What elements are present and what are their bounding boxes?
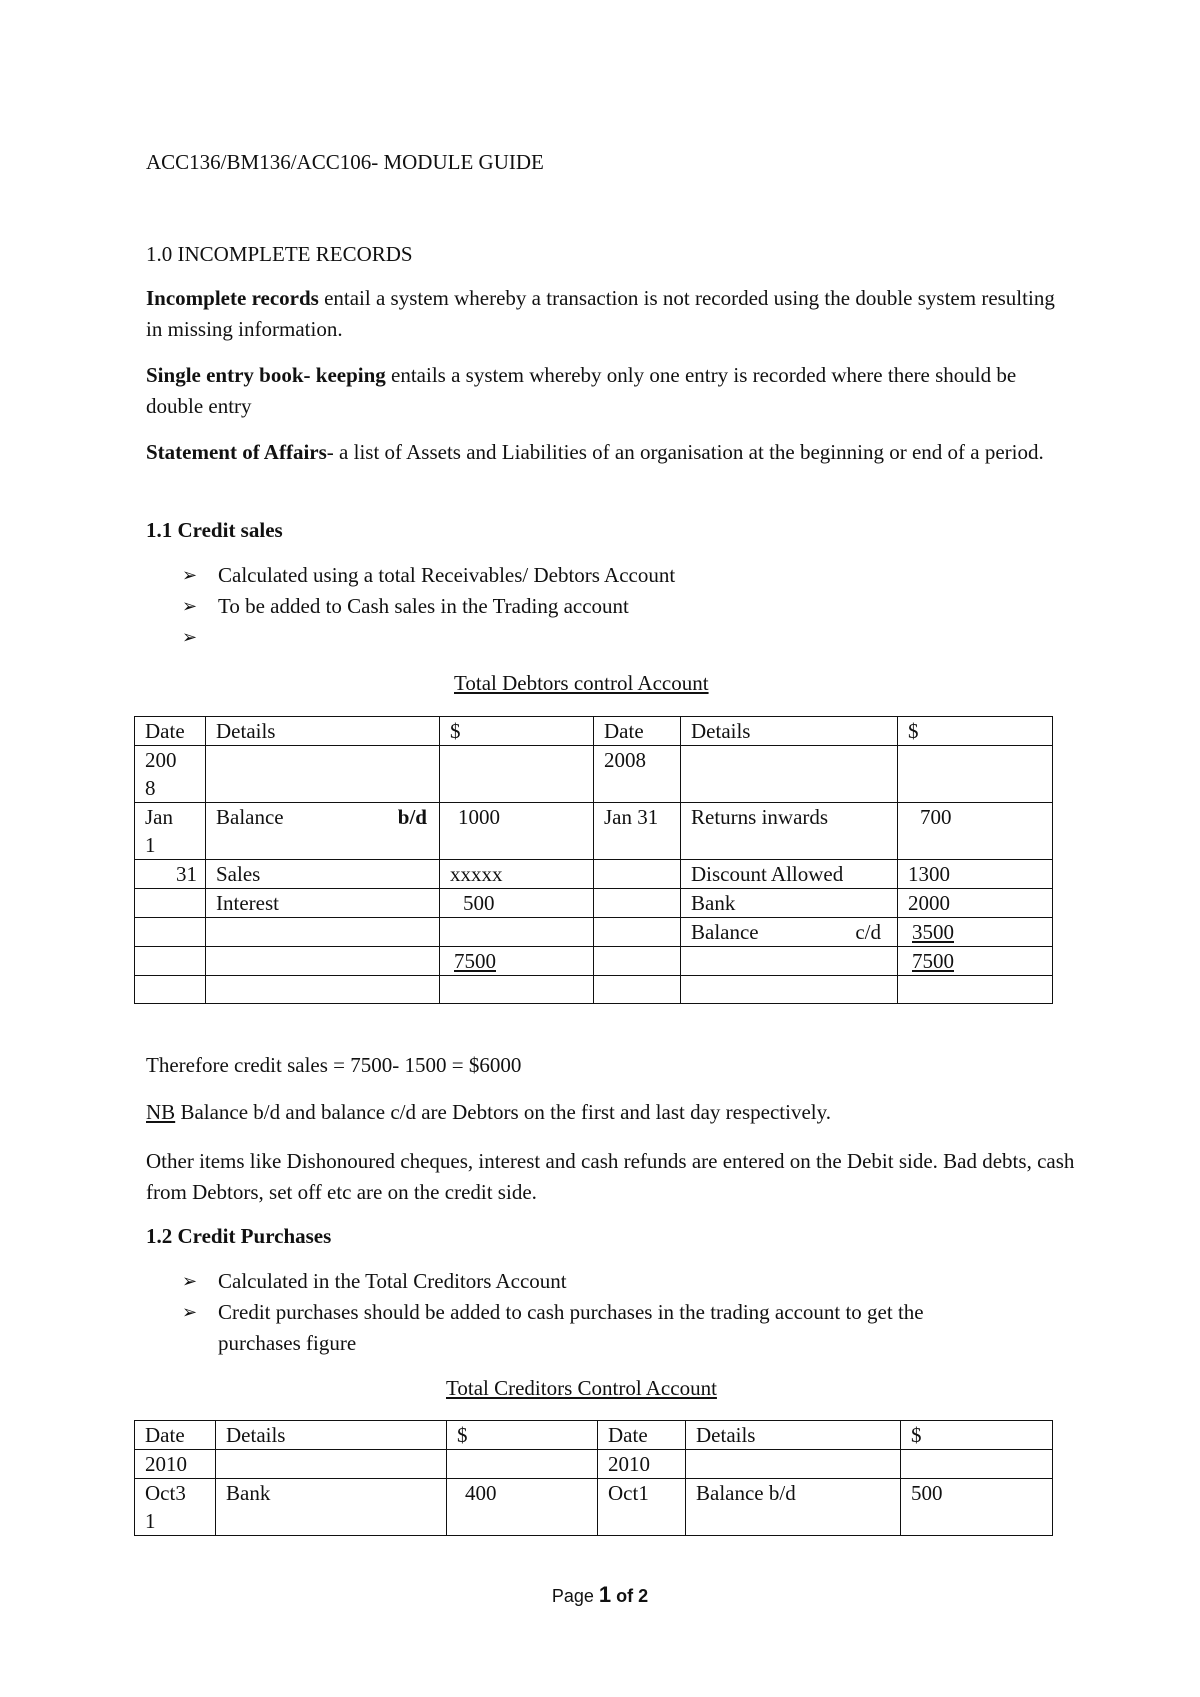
table-cell	[216, 1450, 447, 1479]
table-cell: 2010	[135, 1450, 216, 1479]
table-cell: Oct3 1	[135, 1479, 216, 1536]
definition-single-entry	[146, 360, 1076, 422]
table-cell	[206, 803, 440, 860]
table-cell	[206, 976, 440, 1004]
header-cell: Details	[216, 1421, 447, 1450]
page-number: 1	[598, 1582, 612, 1607]
table-row	[135, 746, 1053, 803]
table-cell	[206, 947, 440, 976]
cd-label: c/d	[855, 920, 881, 944]
table-cell: Bank	[681, 889, 898, 918]
table-cell	[594, 947, 681, 976]
other-items-paragraph: Other items like Dishonoured cheques, interest and cash refunds are entered on the Debit side. Bad debts, cash from Debtors, set off etc are on the credit side.	[146, 1149, 1075, 1204]
definition-text: entail a system whereby a transaction is not recorded using the double system resulting in missing information.	[146, 286, 1055, 341]
table-cell	[686, 1450, 901, 1479]
definition-incomplete-records	[146, 283, 1076, 345]
table-row	[135, 889, 1053, 918]
table-cell: 500	[440, 889, 594, 918]
table-cell: Discount Allowed	[681, 860, 898, 889]
table-cell	[898, 976, 1053, 1004]
table-header-row	[135, 1421, 1053, 1450]
page-word: Page	[551, 1586, 594, 1606]
table-cell	[206, 918, 440, 947]
table-cell	[594, 889, 681, 918]
table-cell	[594, 860, 681, 889]
definition-text: - a list of Assets and Liabilities of an organisation at the beginning or end of a period.	[326, 440, 1044, 464]
table-cell: 3500	[898, 918, 1053, 947]
table-cell: 2008	[594, 746, 681, 803]
table-cell: Sales	[206, 860, 440, 889]
debtors-control-table	[134, 716, 1053, 1004]
of-word: of	[616, 1586, 634, 1606]
table-cell: Bank	[216, 1479, 447, 1536]
table-cell: Interest	[206, 889, 440, 918]
table-header-row	[135, 717, 1053, 746]
table-cell: 7500	[898, 947, 1053, 976]
page-total: 2	[638, 1586, 649, 1606]
table-cell: Oct1	[598, 1479, 686, 1536]
table-cell	[440, 976, 594, 1004]
header-cell: $	[447, 1421, 598, 1450]
header-cell: Date	[135, 717, 206, 746]
header-cell: Details	[686, 1421, 901, 1450]
table-cell: 1000	[440, 803, 594, 860]
table-cell	[447, 1450, 598, 1479]
section-heading-1-0: 1.0 INCOMPLETE RECORDS	[146, 242, 413, 266]
cell-text: Balance	[691, 920, 759, 944]
definition-text: entails a system whereby only one entry is recorded where there should be double entry	[146, 363, 1017, 418]
table-cell	[594, 976, 681, 1004]
term: Incomplete records	[146, 286, 319, 310]
table-cell	[898, 746, 1053, 803]
table-cell: xxxxx	[440, 860, 594, 889]
table-row-empty	[135, 976, 1053, 1004]
table-row	[135, 1450, 1053, 1479]
table-cell	[440, 918, 594, 947]
table-cell	[681, 947, 898, 976]
document-title: ACC136/BM136/ACC106- MODULE GUIDE	[146, 150, 544, 174]
definition-statement-of-affairs	[146, 437, 1076, 468]
nb-note	[146, 1100, 831, 1125]
arrow-bullet-icon: ➢	[182, 627, 198, 648]
header-cell: $	[440, 717, 594, 746]
table-cell	[594, 918, 681, 947]
table-cell: 400	[447, 1479, 598, 1536]
bd-label: b/d	[397, 805, 427, 829]
header-cell: Details	[206, 717, 440, 746]
nb-text: Balance b/d and balance c/d are Debtors on the first and last day respectively.	[175, 1100, 831, 1124]
table-cell	[135, 918, 206, 947]
table-cell: 200 8	[135, 746, 206, 803]
table-cell: Balance b/d	[686, 1479, 901, 1536]
table-cell: 31	[135, 860, 206, 889]
table-cell: Jan 1	[135, 803, 206, 860]
table-cell	[135, 889, 206, 918]
creditors-table-caption: Total Creditors Control Account	[446, 1376, 717, 1400]
cell-text: Balance	[216, 805, 284, 829]
table-row	[135, 918, 1053, 947]
header-cell: Date	[598, 1421, 686, 1450]
table-row	[135, 860, 1053, 889]
arrow-bullet-icon: ➢	[182, 1271, 198, 1292]
table-cell: Jan 31	[594, 803, 681, 860]
table-cell	[681, 976, 898, 1004]
table-cell	[901, 1450, 1053, 1479]
section-heading-1-2: 1.2 Credit Purchases	[146, 1224, 332, 1248]
debtors-table-caption: Total Debtors control Account	[454, 671, 709, 695]
header-cell: $	[898, 717, 1053, 746]
arrow-bullet-icon: ➢	[182, 596, 198, 617]
nb-label: NB	[146, 1100, 176, 1124]
table-row	[135, 1479, 1053, 1536]
table-cell: 700	[898, 803, 1053, 860]
page-footer	[0, 1582, 1200, 1608]
table-cell	[135, 947, 206, 976]
table-row	[135, 803, 1053, 860]
table-row-total	[135, 947, 1053, 976]
table-cell: Returns inwards	[681, 803, 898, 860]
table-cell	[206, 746, 440, 803]
table-cell	[440, 746, 594, 803]
table-cell: 500	[901, 1479, 1053, 1536]
table-cell	[135, 976, 206, 1004]
arrow-bullet-icon: ➢	[182, 565, 198, 586]
arrow-bullet-icon: ➢	[182, 1302, 198, 1323]
table-cell	[681, 746, 898, 803]
table-cell	[681, 918, 898, 947]
credit-sales-calculation: Therefore credit sales = 7500- 1500 = $6000	[146, 1053, 522, 1077]
term: Statement of Affairs	[146, 440, 327, 464]
section-heading-1-1: 1.1 Credit sales	[146, 518, 283, 542]
header-cell: $	[901, 1421, 1053, 1450]
table-cell: 1300	[898, 860, 1053, 889]
table-cell: 2000	[898, 889, 1053, 918]
term: Single entry book- keeping	[146, 363, 386, 387]
document-page: ACC136/BM136/ACC106- MODULE GUIDE 1.0 INCOMPLETE RECORDS Incomplete records entail a system whereby a transaction is not recorded using the double system resulting in missing information. Single entry book- keeping entails a system whereby only one entry is recorded where there should be double entry Statement of Affairs- a list of Assets and Liabilities of an organisation at the beginning or end of a period. 1.1 Credit sales ➢ Calculated using a total Receivables/ Debtors Account ➢ To be added to Cash sales in the Trading account ➢ Total Debtors control Account Date Details $ Date Details $ 200 8 2008 Jan 1 Balance b/d 1000 Jan 31 Returns inwards 700 31 Sales xxxxx Discount Allowed 1300 Interest 500 Bank 2000 Balance c/d 3500 7500 7500 Therefore credit sales = 7500- 1500 = $6000 NB Balance b/d and balance c/d are Debtors on the first and last day respectively. Other items like Dishonoured cheques, interest and cash refunds are entered on the Debit side. Bad debts, cash from Debtors, set off etc are on the credit side. 1.2 Credit Purchases ➢ Calculated in the Total Creditors Account ➢ Credit purchases should be added to cash purchases in the trading account to get the purchases figure Total Creditors Control Account Date Details $ Date Details $ 2010 2010 Oct3 1 Bank 400 Oct1 Balance b/d 500 Page 1 of 2	[0, 0, 1200, 1697]
creditors-control-table	[134, 1420, 1053, 1536]
header-cell: Date	[135, 1421, 216, 1450]
table-cell: 2010	[598, 1450, 686, 1479]
table-cell: 7500	[440, 947, 594, 976]
header-cell: Details	[681, 717, 898, 746]
header-cell: Date	[594, 717, 681, 746]
